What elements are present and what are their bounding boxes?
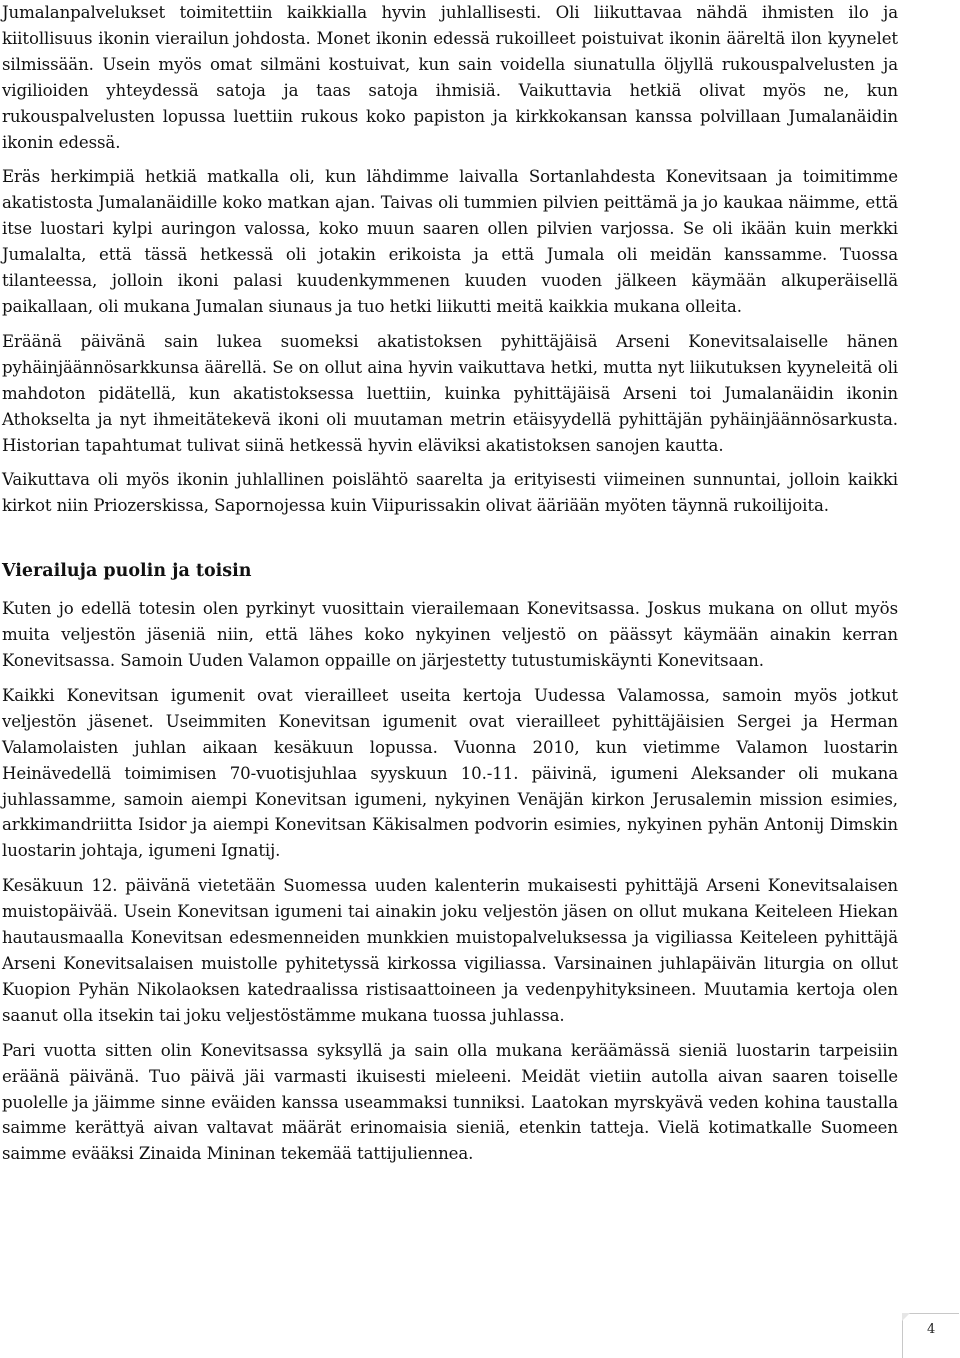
paragraph: Eräänä päivänä sain lukea suomeksi akatistoksen pyhittäjäisä Arseni Konevitsalaiselle hänen pyhäinjäännösarkkunsa äärellä. Se on ollut aina hyvin vaikuttava hetki, mutta nyt liikutuksen kyyneleitä oli mahdoton pidätellä, kun akatistoksessa luettiin, kuinka pyhittäjäisä Arseni toi Jumalanäidin ikonin Athokselta ja nyt ihmeitätekevä ikoni oli muutaman metrin etäisyydellä pyhittäjän pyhäinjäännösarkusta. Historian tapahtumat tulivat siinä hetkessä hyvin eläviksi akatistoksen sanojen kautta. bbox=[2, 331, 898, 455]
paragraph: Kuten jo edellä totesin olen pyrkinyt vuosittain vierailemaan Konevitsassa. Joskus mukana on ollut myös muita veljestön jäseniä niin, että lähes koko nykyinen veljestö on päässyt käymään ainakin kerran Konevitsassa. Samoin Uuden Valamon oppaille on järjestetty tutustumiskäynti Konevitsaan. bbox=[2, 599, 898, 671]
paragraph: Pari vuotta sitten olin Konevitsassa syksyllä ja sain olla mukana keräämässä sieniä luostarin tarpeisiin eräänä päivänä. Tuo päivä jäi varmasti ikuisesti mieleeni. Meidät vietiin autolla aivan saaren toiselle puolelle ja jäimme sinne eväiden kanssa useammaksi tunniksi. Laatokan myrskyävä veden kohina taustalla saimme kerättyä aivan valtavat määrät erinomaisia sieniä, etenkin tatteja. Vielä kotimatkalle Suomeen saimme evääksi Zinaida Mininan tekemää tattijuliennea. bbox=[2, 1040, 898, 1164]
paragraph: Kaikki Konevitsan igumenit ovat vierailleet useita kertoja Uudessa Valamossa, samoin myös jotkut veljestön jäsenet. Useimmiten Konevitsan igumenit ovat vierailleet pyhittäjäisien Sergei ja Herman Valamolaisten juhlan aikaan kesäkuun lopussa. Vuonna 2010, kun vietimme Valamon luostarin Heinävedellä toimimisen 70-vuotisjuhlaa syyskuun 10.-11. päivinä, igumeni Aleksander oli mukana juhlassamme, samoin aiempi Konevitsan igumeni, nykyinen Venäjän kirkon Jerusalemin mission esimies, arkkimandriitta Isidor ja aiempi Konevitsan Käkisalmen podvorin esimies, nykyinen pyhän Antonij Dimskin luostarin johtaja, igumeni Ignatij. bbox=[2, 685, 898, 861]
page-number: 4 bbox=[927, 1322, 936, 1337]
section-heading: Vierailuja puolin ja toisin bbox=[2, 561, 252, 582]
paragraph: Vaikuttava oli myös ikonin juhlallinen poislähtö saarelta ja erityisesti viimeinen sunnuntai, jolloin kaikki kirkot niin Priozerskissa, Sapornojessa kuin Viipurissakin olivat ääriään myöten täynnä rukoilijoita. bbox=[2, 470, 898, 516]
paragraph: Eräs herkimpiä hetkiä matkalla oli, kun lähdimme laivalla Sortanlahdesta Konevitsaan ja toimitimme akatistosta Jumalanäidille koko matkan ajan. Taivas oli tummien pilvien peittämä ja jo kaukaa näimme, että itse luostari kylpi auringon valossa, koko muun saaren ollen pilvien varjossa. Se oli ikään kuin merkki Jumalalta, että tässä hetkessä oli jotakin erikoista ja että Jumala oli meidän kanssamme. Tuossa tilanteessa, jolloin ikoni palasi kuudenkymmenen kuuden vuoden jälkeen käymään alkuperäisellä paikallaan, oli mukana Jumalan siunaus ja tuo hetki liikutti meitä kaikkia mukana olleita. bbox=[2, 167, 898, 316]
document-page bbox=[2, 0, 898, 1176]
page-number-box bbox=[902, 1313, 959, 1358]
paragraph: Kesäkuun 12. päivänä vietetään Suomessa uuden kalenterin mukaisesti pyhittäjä Arseni Konevitsalaisen muistopäivää. Usein Konevitsan igumeni tai ainakin joku veljestön jäsen on ollut mukana Keiteleen Hiekan hautausmaalla Konevitsan edesmenneiden munkkien muistopalveluksessa ja vigiliassa Keiteleen pyhittäjä Arseni Konevitsalaisen muistolle pyhitetyssä kirkossa vigiliassa. Varsinainen juhlapäivän liturgia on ollut Kuopion Pyhän Nikolaoksen katedraalissa ristisaattoineen ja vedenpyhityksineen. Muutamia kertoja olen saanut olla itsekin tai joku veljestöstämme mukana tuossa juhlassa. bbox=[2, 876, 898, 1025]
paragraph: Jumalanpalvelukset toimitettiin kaikkialla hyvin juhlallisesti. Oli liikuttavaa nähdä ihmisten ilo ja kiitollisuus ikonin vierailun johdosta. Monet ikonin edessä rukoilleet poistuivat ikonin ääreltä ilon kyynelet silmissään. Usein myös omat silmäni kostuivat, kun sain voidella siunatulla öljyllä rukouspalvelusten ja vigilioiden yhteydessä satoja ja taas satoja ihmisiä. Vaikuttavia hetkiä olivat myös ne, kun rukouspalvelusten lopussa luettiin rukous koko papiston ja kirkkokansan kanssa polvillaan Jumalanäidin ikonin edessä. bbox=[2, 3, 898, 152]
